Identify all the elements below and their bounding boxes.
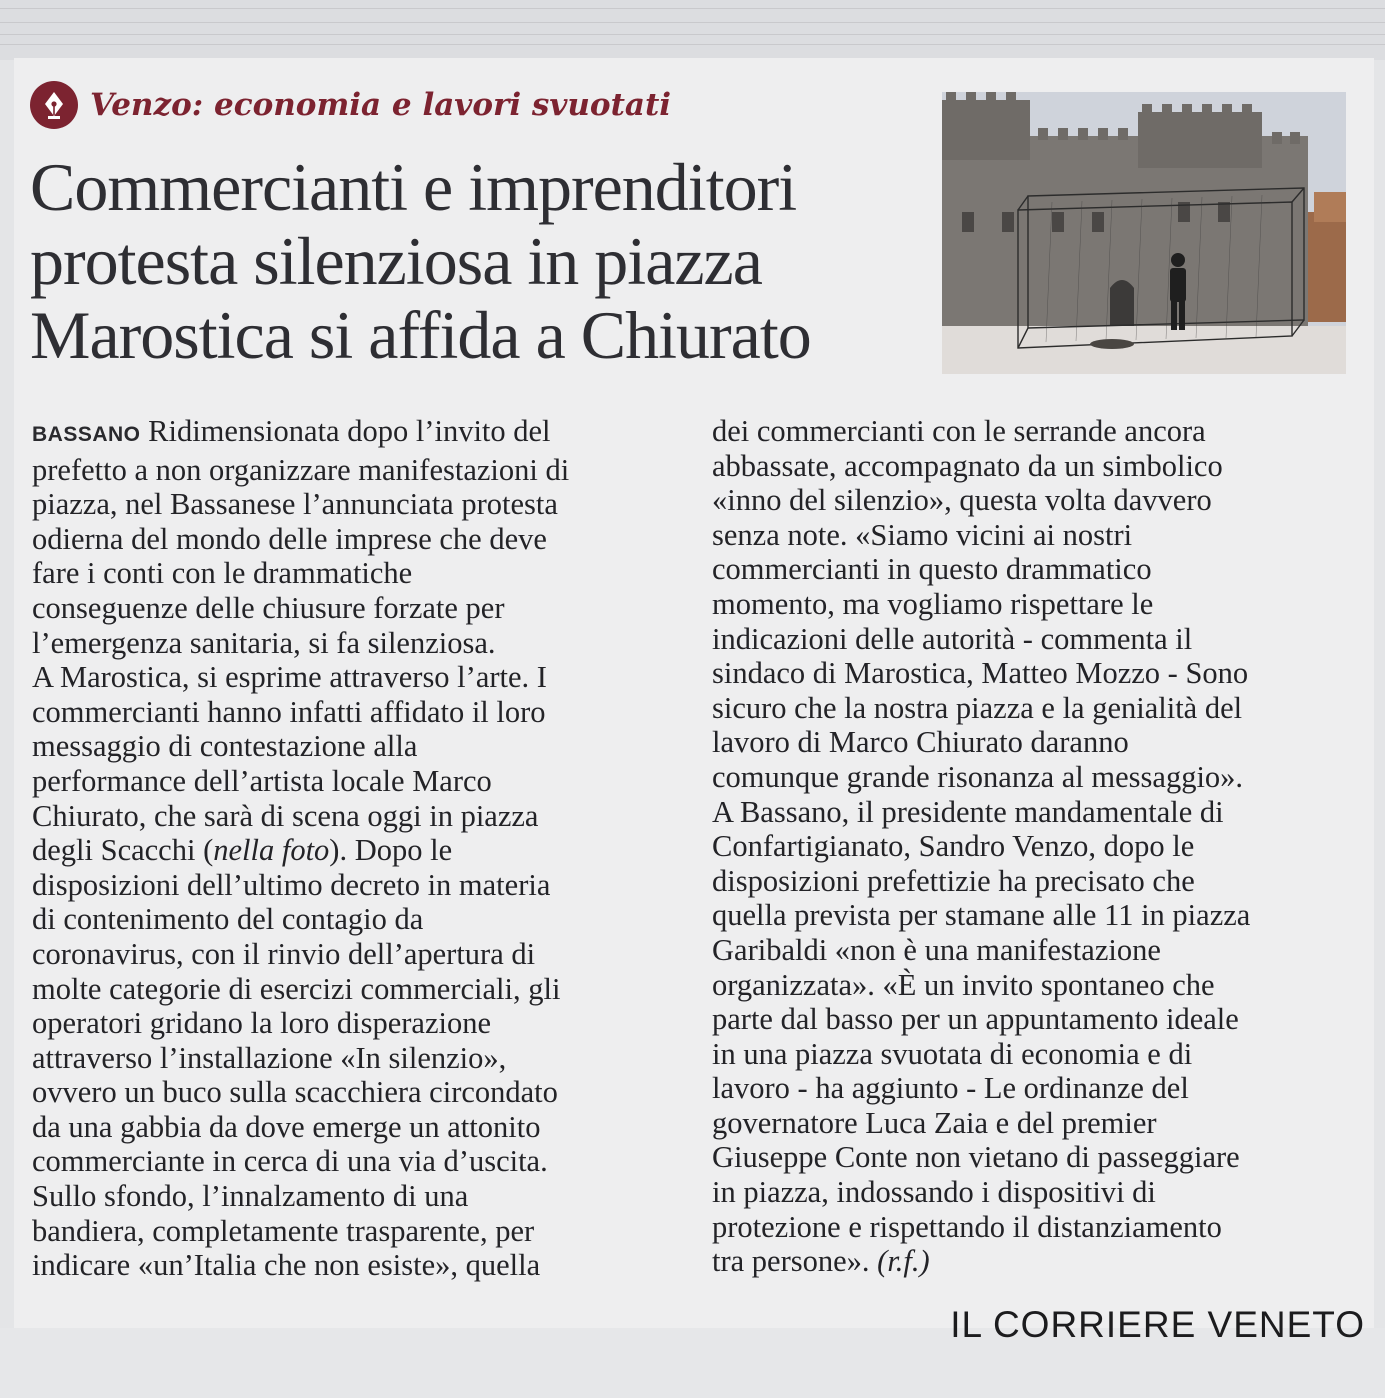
text-line: in piazza, indossando i dispositivi di: [712, 1175, 1156, 1210]
text-line: prefetto a non organizzare manifestazioni di: [32, 452, 570, 487]
text-line: coronavirus, con il rinvio dell’apertura di: [32, 936, 536, 971]
headline: [30, 150, 930, 372]
dateline: BASSANO: [32, 423, 141, 446]
text-line: Ridimensionata dopo l’invito del: [140, 414, 551, 448]
text-line: «inno del silenzio», questa volta davvero: [712, 483, 1212, 518]
text-line: [712, 1244, 1352, 1279]
headline-line: Marostica si affida a Chiurato: [30, 297, 811, 373]
text-fragment: tra persone».: [712, 1244, 878, 1279]
text-line: ovvero un buco sulla scacchiera circondato: [32, 1075, 558, 1110]
page-edge-rules: [0, 0, 1385, 60]
text-line: conseguenze delle chiusure forzate per: [32, 590, 505, 625]
headline-line: protesta silenziosa in piazza: [30, 223, 762, 299]
text-line: Giuseppe Conte non vietano di passeggiare: [712, 1140, 1240, 1175]
text-line: momento, ma vogliamo rispettare le: [712, 586, 1154, 621]
text-line: dei commercianti con le serrande ancora: [712, 414, 1206, 448]
text-line: protezione e rispettando il distanziamento: [712, 1209, 1222, 1244]
text-line: sicuro che la nostra piazza e la genialità del: [712, 690, 1243, 725]
text-line: [32, 414, 682, 453]
text-line: indicazioni delle autorità - commenta il: [712, 621, 1193, 656]
text-line: lavoro - ha aggiunto - Le ordinanze del: [712, 1071, 1189, 1106]
text-line: commercianti in questo drammatico: [712, 552, 1152, 587]
castle-with-cage-photo: [942, 92, 1346, 374]
text-line: disposizioni dell’ultimo decreto in materia: [32, 867, 551, 902]
text-line: Confartigianato, Sandro Venzo, dopo le: [712, 829, 1195, 864]
text-line: operatori gridano la loro disperazione: [32, 1006, 492, 1041]
text-line: Sullo sfondo, l’innalzamento di una: [32, 1179, 469, 1214]
text-line: governatore Luca Zaia e del premier: [712, 1105, 1157, 1140]
left-column: [32, 414, 682, 1283]
kicker-text: Venzo: economia e lavori svuotati: [90, 87, 672, 123]
text-line: fare i conti con le drammatiche: [32, 556, 413, 591]
source-label: IL CORRIERE VENETO: [950, 1304, 1365, 1345]
text-line: [32, 833, 682, 868]
text-line: Garibaldi «non è una manifestazione: [712, 932, 1161, 967]
text-line: commerciante in cerca di una via d’uscita.: [32, 1144, 548, 1179]
text-line: quella prevista per stamane alle 11 in piazza: [712, 898, 1251, 933]
text-line: parte dal basso per un appuntamento ideale: [712, 1002, 1239, 1037]
text-line: abbassate, accompagnato da un simbolico: [712, 448, 1223, 483]
text-line: A Bassano, il presidente mandamentale di: [712, 794, 1224, 829]
text-line: attraverso l’installazione «In silenzio»,: [32, 1040, 507, 1075]
text-line: sindaco di Marostica, Matteo Mozzo - Sono: [712, 656, 1249, 691]
text-line: indicare «un’Italia che non esiste», quella: [32, 1248, 541, 1283]
article-clipping: [14, 58, 1374, 1328]
text-line: commercianti hanno infatti affidato il loro: [32, 694, 546, 729]
text-line: A Marostica, si esprime attraverso l’arte. I: [32, 660, 547, 695]
text-fragment: ). Dopo le: [329, 833, 453, 868]
article-body: [32, 414, 1352, 1283]
text-line: di contenimento del contagio da: [32, 902, 424, 937]
photo-reference: nella foto: [213, 833, 330, 868]
text-line: odierna del mondo delle imprese che deve: [32, 521, 547, 556]
author-signature: (r.f.): [877, 1244, 930, 1279]
text-line: comunque grande risonanza al messaggio».: [712, 759, 1244, 794]
text-line: in una piazza svuotata di economia e di: [712, 1036, 1193, 1071]
text-line: performance dell’artista locale Marco: [32, 763, 492, 798]
text-line: l’emergenza sanitaria, si fa silenziosa.: [32, 625, 496, 660]
text-fragment: degli Scacchi (: [32, 833, 214, 868]
text-line: organizzata». «È un invito spontaneo che: [712, 967, 1215, 1002]
text-line: disposizioni prefettizie ha precisato che: [712, 863, 1195, 898]
text-line: lavoro di Marco Chiurato daranno: [712, 725, 1129, 760]
text-line: Chiurato, che sarà di scena oggi in piazza: [32, 798, 539, 833]
text-line: molte categorie di esercizi commerciali, gli: [32, 971, 561, 1006]
text-line: bandiera, completamente trasparente, per: [32, 1213, 535, 1248]
right-column: [712, 414, 1352, 1283]
text-line: senza note. «Siamo vicini ai nostri: [712, 517, 1133, 552]
text-line: da una gabbia da dove emerge un attonito: [32, 1109, 541, 1144]
text-line: piazza, nel Bassanese l’annunciata protesta: [32, 487, 558, 522]
headline-line: Commercianti e imprenditori: [30, 149, 797, 225]
text-line: messaggio di contestazione alla: [32, 729, 418, 764]
kicker: [30, 80, 671, 130]
pen-nib-icon: [30, 81, 78, 129]
